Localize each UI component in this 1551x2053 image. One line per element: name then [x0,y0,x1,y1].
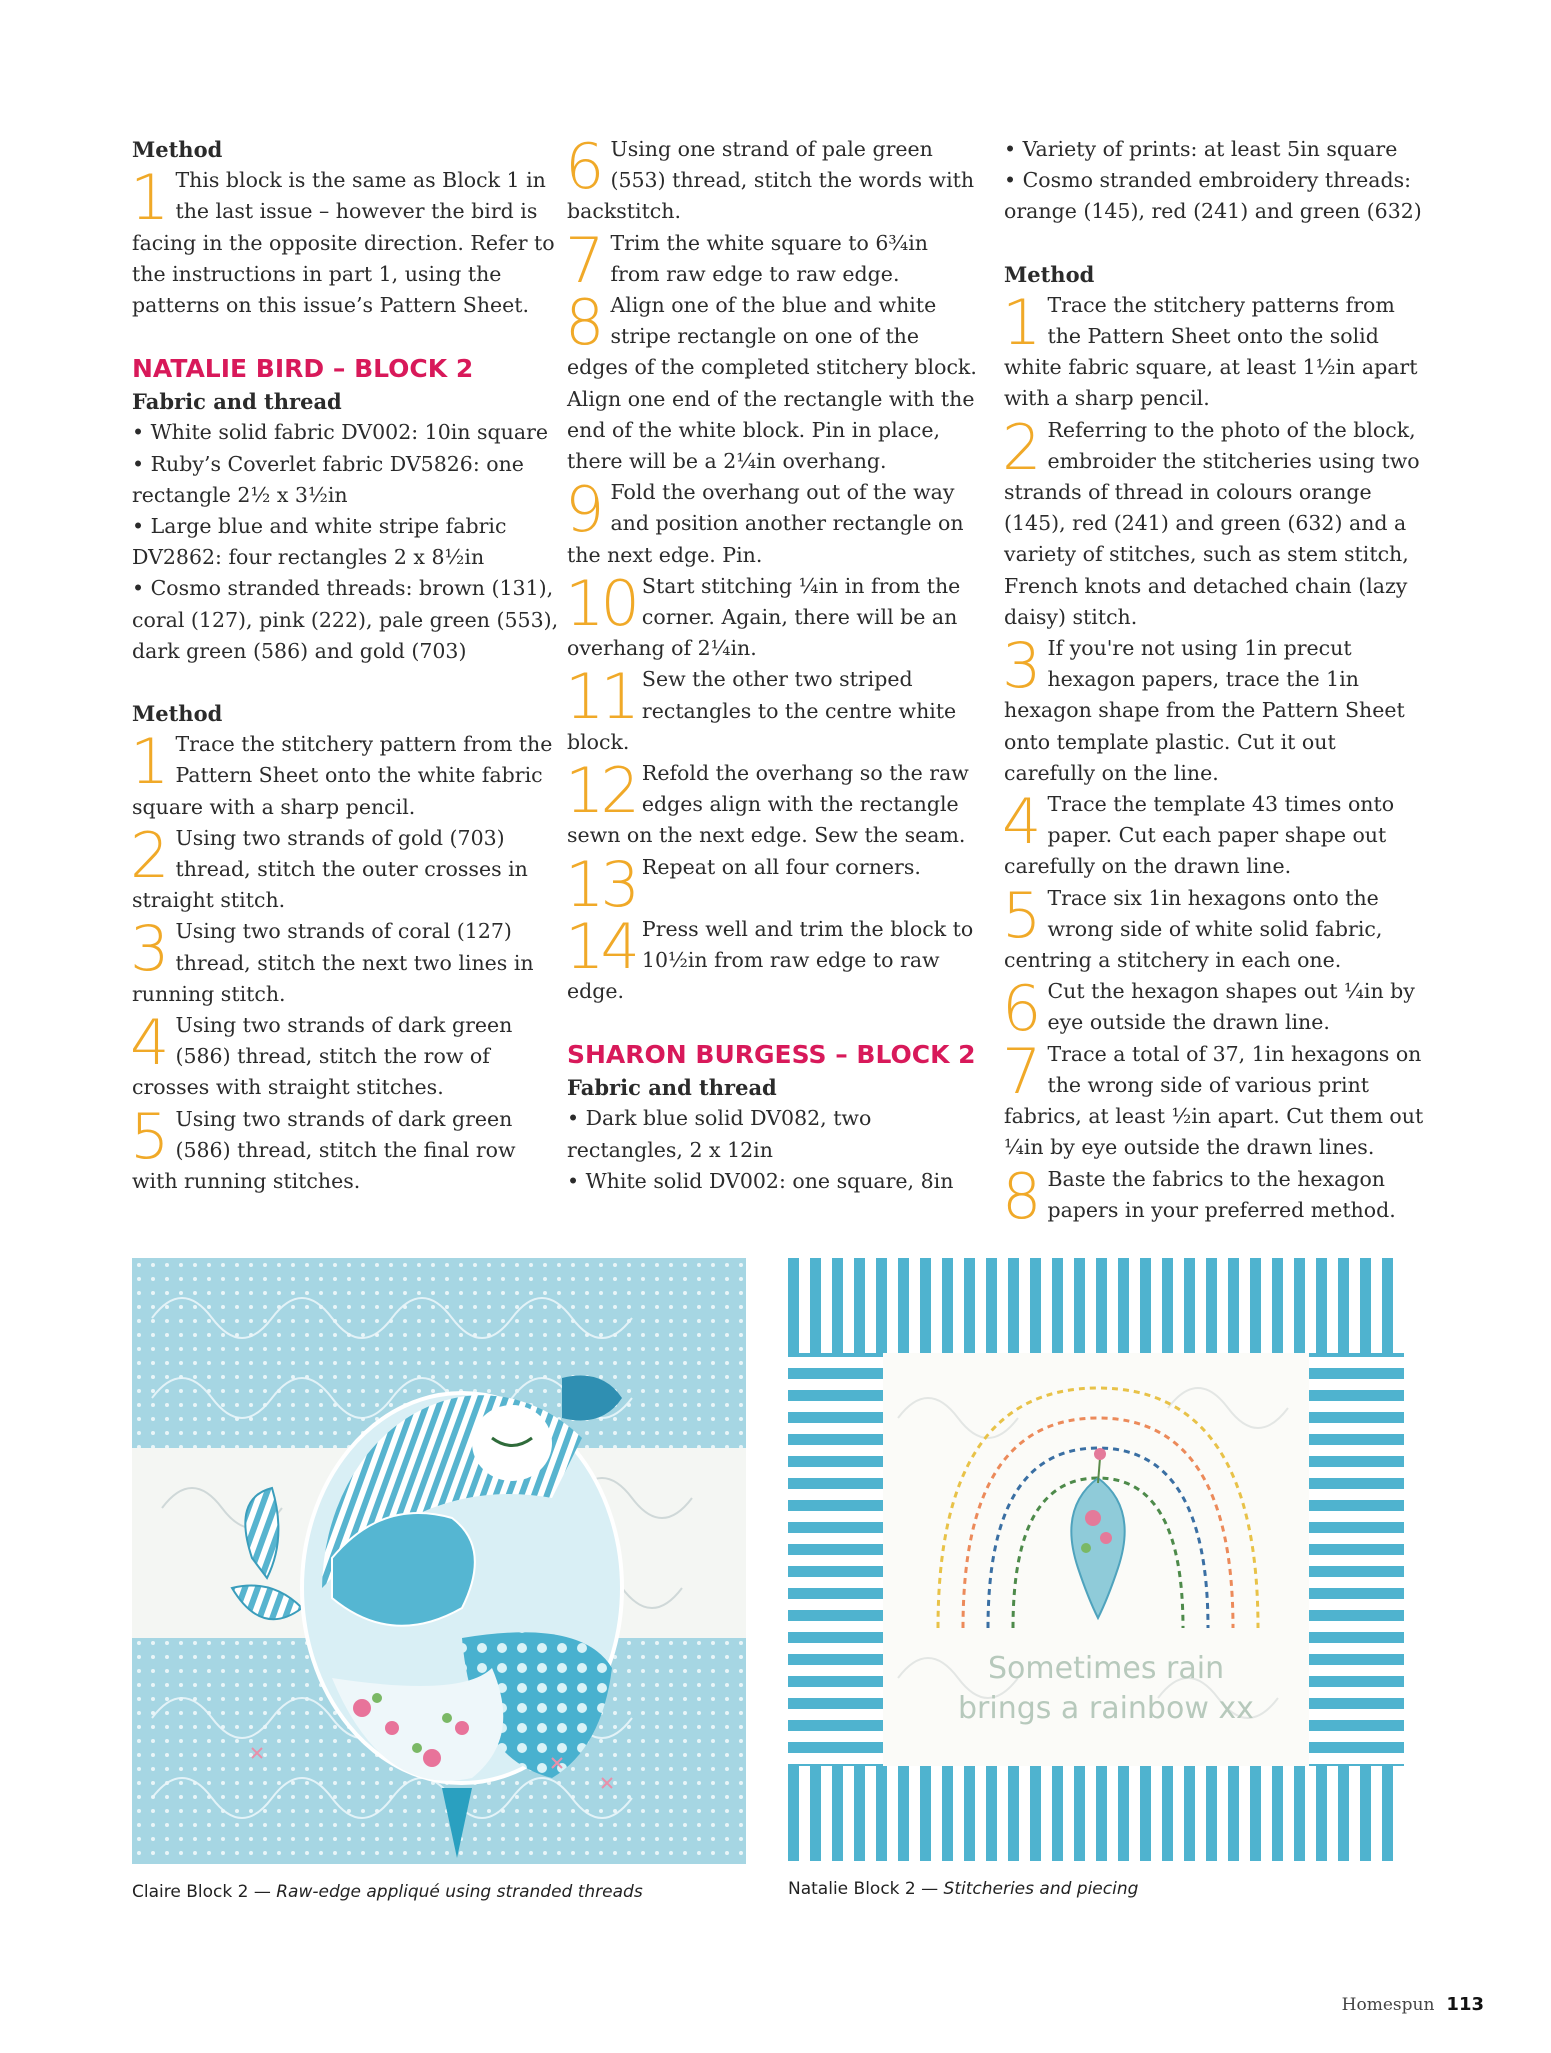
fabric-heading: Fabric and thread [567,1075,777,1101]
fabric-item: • Ruby’s Coverlet fabric DV5826: one rectangle 2½ x 3½in [132,451,524,507]
step-1: 1 Trace the stitchery patterns from the Pattern Sheet onto the solid white fabric square, at least 1½in apart with a sharp pencil. [1002,285,1418,411]
step-number: 8 [1002,1159,1042,1233]
step-14: 14 Press well and trim the block to 10½in from raw edge to raw edge. [565,909,974,1004]
fabric-item: • Variety of prints: at least 5in square [1004,137,1398,161]
caption-name: Claire Block 2 — [132,1882,277,1902]
caption-name: Natalie Block 2 — [788,1879,944,1899]
fabric-item: • White solid fabric DV002: 10in square [132,420,549,445]
step-6: 6 Cut the hexagon shapes out ¼in by eye outside the drawn line. [1002,972,1415,1046]
step-9: 9 Fold the overhang out of the way and position another rectangle on the next edge. Pin. [565,473,964,567]
step-4: 4 Trace the template 43 times onto paper. Cut each paper shape out carefully on the drawn line. [1002,785,1395,879]
step-number: 14 [565,909,636,983]
magazine-name: Homespun [1341,1995,1435,2015]
step-number: 1 [1002,285,1042,359]
bird-block-photo [132,1258,746,1864]
column-2 [565,130,977,1197]
step-number: 5 [130,1099,170,1173]
method-heading: Method [132,137,223,162]
step-number: 8 [565,286,605,360]
step-number: 4 [130,1006,170,1080]
step-number: 12 [565,754,636,828]
step-number: 9 [565,473,605,547]
caption-description: Stitcheries and piecing [943,1879,1139,1899]
step-6: 6 Using one strand of pale green (553) thread, stitch the words with backstitch. [565,130,975,224]
step-number: 1 [130,161,170,235]
step-number: 13 [565,847,636,921]
step-number: 2 [130,818,170,892]
stitched-words-line-1: Sometimes rain [988,1651,1225,1686]
section-title: SHARON BURGESS – BLOCK 2 [567,1040,976,1070]
step-4: 4 Using two strands of dark green (586) thread, stitch the row of crosses with straight stitches. [130,1006,513,1100]
step-number: 7 [565,223,605,297]
fabric-item: • Cosmo stranded threads: brown (131), coral (127), pink (222), pale green (553), dark green (586) and gold (703) [132,576,559,663]
step-3: 3 Using two strands of coral (127) thread, stitch the next two lines in running stitch. [130,912,534,1006]
step-number: 11 [565,660,636,734]
fabric-heading: Fabric and thread [132,389,342,415]
step-number: 2 [1002,410,1042,484]
page-number: 113 [1446,1994,1484,2015]
fabric-item: • Cosmo stranded embroidery threads: orange (145), red (241) and green (632) [1004,168,1422,224]
step-3: 3 If you're not using 1in precut hexagon papers, trace the 1in hexagon shape from the Pattern Sheet onto template plastic. Cut it out carefully on the line. [1002,629,1405,785]
bird-applique-illustration [132,1258,746,1864]
section-title: NATALIE BIRD – BLOCK 2 [132,354,474,384]
step-12: 12 Refold the overhang so the raw edges align with the rectangle sewn on the next edge. Sew the seam. [565,754,969,848]
fabric-item: • Large blue and white stripe fabric DV2862: four rectangles 2 x 8½in [132,514,507,570]
step-number: 10 [565,566,636,640]
stitchery-block-photo [788,1258,1404,1861]
method-heading: Method [1004,261,1095,287]
step-7: 7 Trim the white square to 6¾in from raw edge to raw edge. [565,223,929,297]
step-11: 11 Sew the other two striped rectangles to the centre white block. [565,660,957,754]
step-8: 8 Baste the fabrics to the hexagon papers in your preferred method. [1002,1159,1396,1233]
step-number: 4 [1002,785,1042,859]
right-photo-caption [788,1879,1138,1899]
step-number: 7 [1002,1034,1042,1108]
step-number: 3 [130,912,170,986]
step-8: 8 Align one of the blue and white stripe rectangle on one of the edges of the completed stitchery block. Align one end of the rectangle with the end of the white block. Pin in place, there will be a 2¼in overhang. [565,286,977,474]
fabric-item: • White solid DV002: one square, 8in [567,1168,954,1193]
fabric-item: • Dark blue solid DV082, two rectangles, 2 x 12in [567,1106,872,1162]
step-number: 3 [1002,629,1042,703]
step-7: 7 Trace a total of 37, 1in hexagons on the wrong side of various print fabrics, at least ½in apart. Cut them out ¼in by eye outside the drawn lines. [1002,1034,1424,1160]
step-1: 1 Trace the stitchery pattern from the Pattern Sheet onto the white fabric square with a sharp pencil. [130,725,553,819]
caption-description: Raw-edge appliqué using stranded threads [276,1882,643,1902]
step-1: 1 This block is the same as Block 1 in the last issue – however the bird is facing in the opposite direction. Refer to the instructions in part 1, using the patterns on this issue’s Pattern Sheet. [130,161,555,318]
column-1 [132,134,562,1197]
left-photo-caption [132,1882,643,1902]
page-footer [1342,1994,1484,2015]
step-5: 5 Trace six 1in hexagons onto the wrong side of white solid fabric, centring a stitchery in each one. [1002,878,1383,973]
step-number: 6 [565,130,605,203]
step-5: 5 Using two strands of dark green (586) thread, stitch the final row with running stitches. [130,1099,516,1194]
stitched-words-line-2: brings a rainbow xx [958,1691,1254,1726]
method-heading: Method [132,701,223,727]
step-2: 2 Referring to the photo of the block, embroider the stitcheries using two strands of thread in colours orange (145), red (241) and green (632) and a variety of stitches, such as stem stitch, French knots and detached chain (lazy daisy) stitch. [1002,410,1420,629]
step-number: 6 [1002,972,1042,1046]
step-2: 2 Using two strands of gold (703) thread, stitch the outer crosses in straight stitch. [130,818,528,913]
step-13: 13 Repeat on all four corners. [565,847,921,921]
column-3 [1002,134,1424,1233]
step-10: 10 Start stitching ¼in in from the corner. Again, there will be an overhang of 2¼in. [565,566,961,661]
rainbow-stitchery-illustration [788,1258,1404,1861]
step-number: 1 [130,725,170,799]
step-number: 5 [1002,878,1042,952]
